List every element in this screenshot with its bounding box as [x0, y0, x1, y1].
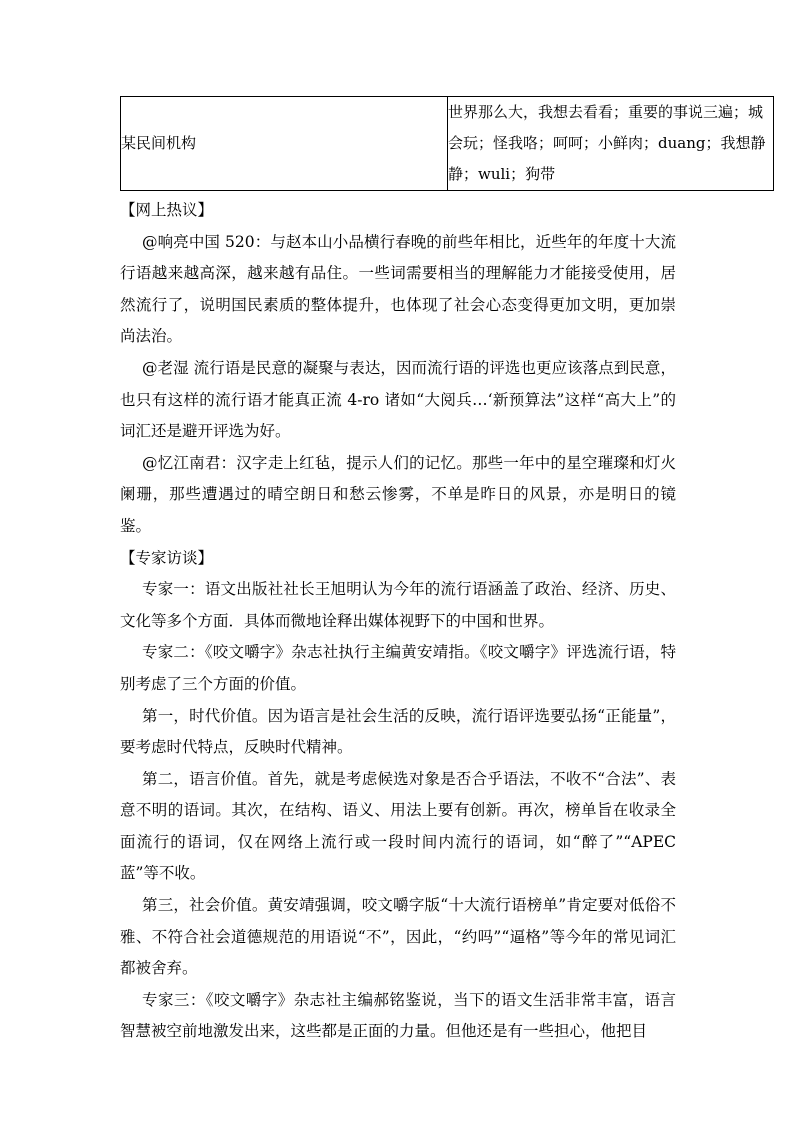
buzzword-table [120, 96, 774, 191]
section-heading-online-discussion: 【网上热议】 [120, 201, 214, 219]
paragraph-expert-2: 专家二：《咬文嚼字》杂志社执行主编黄安靖指。《咬文嚼字》评选流行语，特别考虑了三个方面的价值。 [120, 643, 676, 693]
paragraph-value-language: 第二，语言价值。首先，就是考虑候选对象是否合乎语法，不收不“合法”、表意不明的语词。其次，在结构、语义、用法上要有创新。再次，榜单旨在收录全面流行的语词，仅在网络上流行或一段时间内流行的语词，如“醉了”“APEC蓝”等不收。 [120, 769, 676, 883]
paragraph-expert-3: 专家三：《咬文嚼字》杂志社主编郝铭鉴说，当下的语文生活非常丰富，语言智慧被空前地激发出来，这些都是正面的力量。但他还是有一些担心，他把目 [120, 990, 676, 1041]
table-row [121, 97, 774, 191]
section-heading-expert-interview: 【专家访谈】 [120, 548, 214, 567]
paragraph-value-social: 第三，社会价值。黄安靖强调，咬文嚼字版“十大流行语榜单”肯定要对低俗不雅、不符合社会道德规范的用语说“不”，因此，“约吗”“逼格”等今年的常见词汇都被舍弃。 [120, 896, 676, 978]
paragraph-comment-3: @忆江南君：汉字走上红毡，提示人们的记忆。那些一年中的星空璀璨和灯火阑珊，那些遭遇过的晴空朗日和愁云惨雾，不单是昨日的风景，亦是明日的镜鉴。 [120, 453, 676, 535]
paragraph-value-time: 第一，时代价值。因为语言是社会生活的反映，流行语评选要弘扬“正能量”，要考虑时代特点，反映时代精神。 [120, 706, 676, 757]
paragraph-comment-2: @老湿 流行语是民意的凝聚与表达，因而流行语的评选也更应该落点到民意，也只有这样的流行语才能真正流 4-ro 诸如“大阅兵…‘新预算法”这样“高大上”的词汇还是避开评选为好。 [120, 358, 676, 441]
paragraph-comment-1: @响亮中国 520：与赵本山小品横行春晚的前些年相比，近些年的年度十大流行语越来越高深，越来越有品住。一些词需要相当的理解能力才能接受使用，居然流行了，说明国民素质的整体提升，也体现了社会心态变得更加文明，更加崇尚法治。 [120, 232, 676, 346]
table-cell-source: 某民间机构 [121, 97, 448, 191]
table-cell-buzzwords: 世界那么大，我想去看看；重要的事说三遍；城会玩；怪我咯；呵呵；小鲜肉；duang；我想静静；wuli；狗带 [448, 97, 774, 191]
article-body [120, 195, 676, 1048]
paragraph-expert-1: 专家一：语文出版社社长王旭明认为今年的流行语涵盖了政治、经济、历史、文化等多个方面．具体而微地诠释出媒体视野下的中国和世界。 [120, 580, 676, 630]
